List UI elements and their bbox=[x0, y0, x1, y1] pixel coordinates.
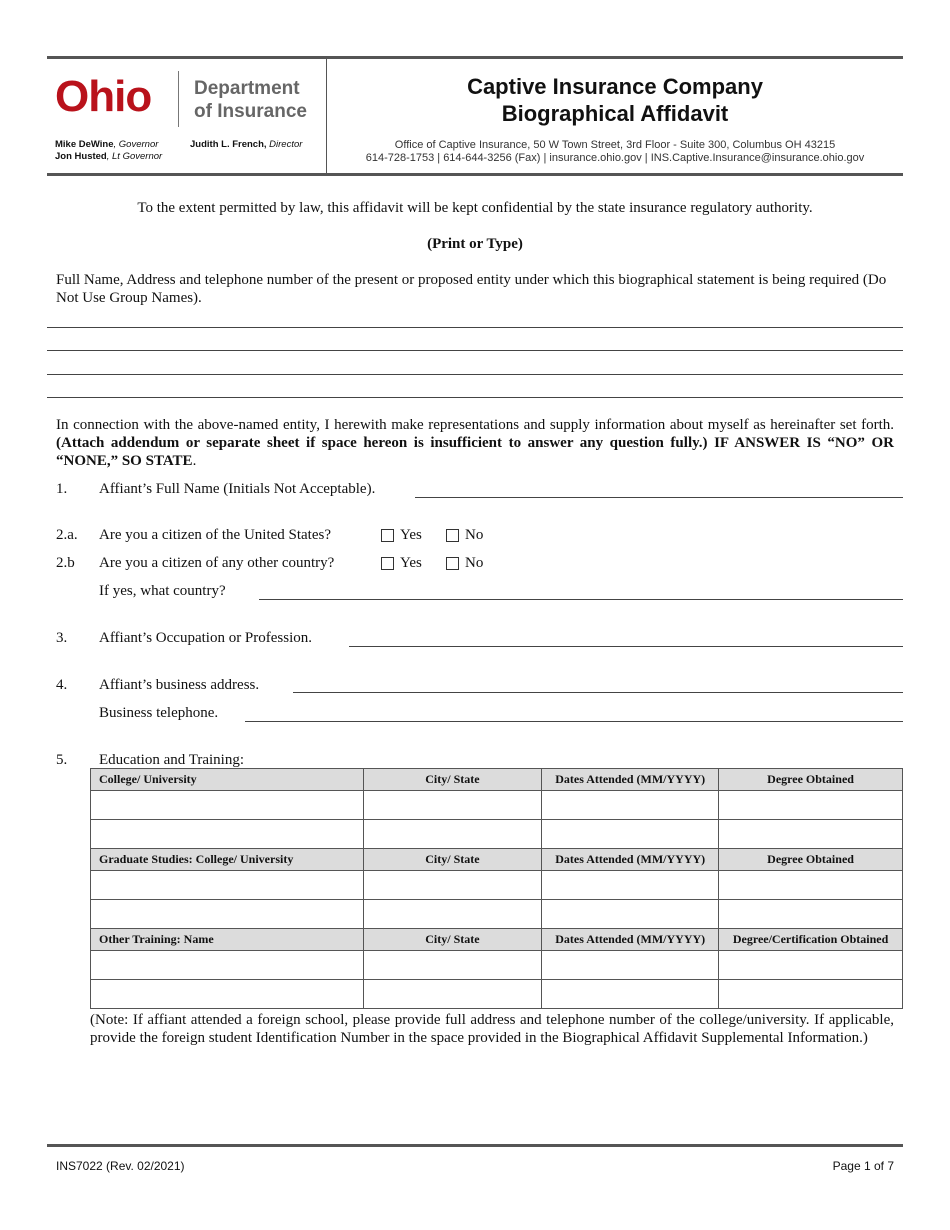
title-line1: Captive Insurance Company bbox=[467, 74, 763, 99]
table-cell[interactable] bbox=[91, 871, 364, 900]
foreign-school-note: (Note: If affiant attended a foreign school, please provide full address and telephone number of the college/university. If applicable, provide the foreign student Identification Number in the space provided in the Biographical Affidavit Supplemental Information.) bbox=[90, 1012, 894, 1046]
footer-rule bbox=[47, 1144, 903, 1147]
full-name-field[interactable] bbox=[415, 497, 903, 498]
director-name: Judith L. French, bbox=[190, 139, 267, 150]
print-or-type: (Print or Type) bbox=[427, 236, 523, 252]
col-header: City/ State bbox=[363, 849, 542, 871]
occupation-field[interactable] bbox=[349, 646, 903, 647]
education-table bbox=[90, 768, 903, 1009]
table-cell[interactable] bbox=[719, 900, 903, 929]
col-header: City/ State bbox=[363, 929, 542, 951]
us-citizen-yes-checkbox[interactable] bbox=[381, 529, 394, 542]
table-cell[interactable] bbox=[719, 791, 903, 820]
confidential-statement: To the extent permitted by law, this affidavit will be kept confidential by the state insurance regulatory authority. bbox=[137, 200, 813, 216]
table-cell[interactable] bbox=[542, 900, 719, 929]
director-role: Director bbox=[266, 139, 303, 150]
entity-line-2[interactable] bbox=[47, 350, 903, 351]
q2b-label: Are you a citizen of any other country? bbox=[99, 555, 335, 571]
governor-block bbox=[55, 139, 162, 163]
director-block bbox=[190, 139, 302, 150]
office-phones: 614-728-1753 | 614-644-3256 (Fax) | insurance.ohio.gov | INS.Captive.Insurance@insurance.ohio.gov bbox=[365, 152, 865, 164]
representation-text: In connection with the above-named entity, I herewith make representations and supply information about myself as hereinafter set forth. bbox=[56, 417, 894, 433]
table-cell[interactable] bbox=[91, 900, 364, 929]
other-citizen-yes-checkbox[interactable] bbox=[381, 557, 394, 570]
entity-line-4[interactable] bbox=[47, 397, 903, 398]
q5-number: 5. bbox=[56, 752, 68, 768]
lt-governor-name: Jon Husted bbox=[55, 151, 107, 162]
table-cell[interactable] bbox=[363, 820, 542, 849]
governor-name: Mike DeWine bbox=[55, 139, 114, 150]
logo-separator bbox=[178, 71, 179, 127]
us-citizen-no-checkbox[interactable] bbox=[446, 529, 459, 542]
dept-line1: Department bbox=[194, 78, 300, 99]
us-citizen-no-label: No bbox=[465, 527, 484, 543]
office-address: Office of Captive Insurance, 50 W Town Street, 3rd Floor - Suite 300, Columbus OH 43215 bbox=[394, 139, 836, 151]
business-phone-field[interactable] bbox=[245, 721, 903, 722]
table-cell[interactable] bbox=[719, 871, 903, 900]
table-cell[interactable] bbox=[91, 980, 364, 1009]
other-citizen-no-label: No bbox=[465, 555, 484, 571]
q2b-number: 2.b bbox=[56, 555, 75, 571]
table-cell[interactable] bbox=[363, 900, 542, 929]
governor-role: , Governor bbox=[113, 139, 159, 150]
business-phone-label: Business telephone. bbox=[99, 705, 219, 721]
table-row bbox=[91, 900, 903, 929]
table-cell[interactable] bbox=[542, 791, 719, 820]
table-cell[interactable] bbox=[542, 820, 719, 849]
col-header: City/ State bbox=[363, 769, 542, 791]
col-header: Dates Attended (MM/YYYY) bbox=[542, 849, 719, 871]
entity-line-1[interactable] bbox=[47, 327, 903, 328]
q3-number: 3. bbox=[56, 630, 68, 646]
country-label: If yes, what country? bbox=[99, 583, 226, 599]
table-header-row bbox=[91, 769, 903, 791]
form-id: INS7022 (Rev. 02/2021) bbox=[56, 1159, 185, 1173]
table-cell[interactable] bbox=[719, 820, 903, 849]
table-header-row bbox=[91, 849, 903, 871]
office-contact bbox=[327, 139, 903, 165]
us-citizen-yes-label: Yes bbox=[400, 527, 422, 543]
table-row bbox=[91, 980, 903, 1009]
table-cell[interactable] bbox=[542, 980, 719, 1009]
form-header bbox=[47, 56, 903, 176]
representation-statement bbox=[56, 416, 894, 470]
table-row bbox=[91, 791, 903, 820]
representation-bold: (Attach addendum or separate sheet if space hereon is insufficient to answer any question fully.) IF ANSWER IS “NO” OR “NONE,” SO STATE bbox=[56, 435, 894, 469]
table-cell[interactable] bbox=[719, 980, 903, 1009]
col-header: Graduate Studies: College/ University bbox=[91, 849, 364, 871]
table-cell[interactable] bbox=[363, 951, 542, 980]
table-cell[interactable] bbox=[542, 951, 719, 980]
table-row bbox=[91, 871, 903, 900]
q2a-label: Are you a citizen of the United States? bbox=[99, 527, 332, 543]
q5-label: Education and Training: bbox=[99, 752, 244, 768]
form-title bbox=[327, 73, 903, 127]
col-header: Degree Obtained bbox=[719, 769, 903, 791]
entity-instructions: Full Name, Address and telephone number of the present or proposed entity under which this biographical statement is being required (Do Not Use Group Names). bbox=[56, 272, 887, 306]
table-row bbox=[91, 951, 903, 980]
table-cell[interactable] bbox=[719, 951, 903, 980]
representation-end: . bbox=[192, 453, 197, 469]
table-cell[interactable] bbox=[91, 791, 364, 820]
page-number: Page 1 of 7 bbox=[832, 1159, 894, 1173]
entity-line-3[interactable] bbox=[47, 374, 903, 375]
other-citizen-yes-label: Yes bbox=[400, 555, 422, 571]
q4-label: Affiant’s business address. bbox=[99, 677, 260, 693]
q1-number: 1. bbox=[56, 481, 68, 497]
table-cell[interactable] bbox=[363, 980, 542, 1009]
col-header: Degree/Certification Obtained bbox=[719, 929, 903, 951]
other-citizen-no-checkbox[interactable] bbox=[446, 557, 459, 570]
table-cell[interactable] bbox=[542, 871, 719, 900]
department-name bbox=[194, 77, 307, 123]
col-header: College/ University bbox=[91, 769, 364, 791]
title-line2: Biographical Affidavit bbox=[501, 101, 729, 126]
table-cell[interactable] bbox=[363, 871, 542, 900]
table-cell[interactable] bbox=[91, 820, 364, 849]
table-header-row bbox=[91, 929, 903, 951]
table-row bbox=[91, 820, 903, 849]
lt-governor-role: , Lt Governor bbox=[106, 151, 163, 162]
q2a-number: 2.a. bbox=[56, 527, 78, 543]
q3-label: Affiant’s Occupation or Profession. bbox=[99, 630, 313, 646]
table-cell[interactable] bbox=[91, 951, 364, 980]
dept-line2: of Insurance bbox=[194, 101, 307, 122]
country-field[interactable] bbox=[259, 599, 903, 600]
table-cell[interactable] bbox=[363, 791, 542, 820]
col-header: Dates Attended (MM/YYYY) bbox=[542, 769, 719, 791]
q1-label: Affiant’s Full Name (Initials Not Acceptable). bbox=[99, 481, 376, 497]
business-address-field[interactable] bbox=[293, 692, 903, 693]
ohio-logo: Ohio bbox=[55, 72, 152, 121]
col-header: Degree Obtained bbox=[719, 849, 903, 871]
col-header: Dates Attended (MM/YYYY) bbox=[542, 929, 719, 951]
q4-number: 4. bbox=[56, 677, 68, 693]
col-header: Other Training: Name bbox=[91, 929, 364, 951]
